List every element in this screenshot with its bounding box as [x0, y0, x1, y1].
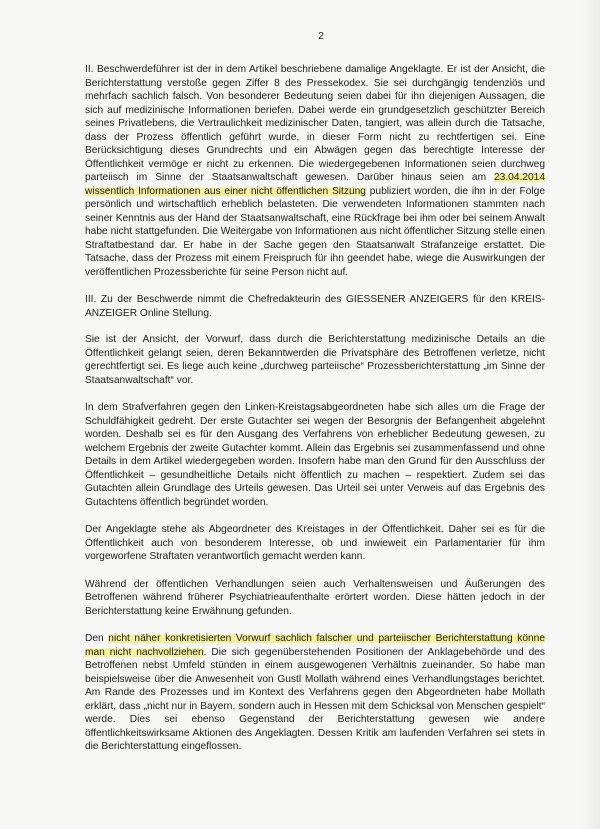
text-segment: III. Zu der Beschwerde nimmt die Chefredakteurin des GIESSENER ANZEIGERS für den KREIS-ANZEIGER Online Stellung. [85, 294, 545, 319]
paragraph-verhandlungen [85, 578, 545, 619]
text-segment: publiziert worden, die ihn in der Folge persönlich und wirtschaftlich erheblich belasteten. Die verwendeten Informationen stammten nach seiner Kenntnis aus der Hand der Staatsanwaltschaft, eine Rückfrage bei ihm oder bei seinem Anwalt habe nicht stattgefunden. Die Weitergabe von Informationen aus nicht öffentlicher Sitzung stelle einen Straftatbestand dar. Er habe in der Sache gegen den Staatsanwalt Strafanzeige erstattet. Die Tatsache, dass der Prozess mit einem Freispruch für ihn geendet habe, wiege die Auswirkungen der veröffentlichen Prozessberichte für seine Person nicht auf. [85, 185, 545, 278]
highlighted-text: 23.04.2014 wissentlich Informationen aus einer nicht öffentlichen Sitzung [85, 172, 545, 197]
text-segment: II. Beschwerdeführer ist der in dem Artikel beschriebene damalige Angeklagte. Er ist der Ansicht, die Berichterstattung verstoße gegen Ziffer 8 des Pressekodex. Sie sei durchgängig tendenziös und mehrfach sachlich falsch. Von besonderer Bedeutung seien dabei für ihn diejenigen Aussagen, die sich auf medizinische Informationen beriefen. Dabei werde ein grundgesetzlich geschützter Bereich seines Privatlebens, die Vertraulichkeit medizinischer Daten, tangiert, was allein durch die Tatsache, dass der Prozess öffentlich geführt wurde, in dieser Form nicht zu rechtfertigen sei. Eine Berücksichtigung dieses Grundrechts und ein Abwägen gegen das berechtigte Interesse der Öffentlichkeit vermöge er nicht zu erkennen. Die wiedergegebenen Informationen seien durchweg parteiisch im Sinne der Staatsanwaltschaft gewesen. Darüber hinaus seien am [85, 64, 545, 183]
text-segment: Sie ist der Ansicht, der Vorwurf, dass durch die Berichterstattung medizinische Details an die Öffentlichkeit gelangt seien, deren Bekanntwerden die Privatsphäre des Betroffenen verletze, nicht gerechtfertigt sei. Es liege auch keine „durchweg parteiische“ Prozessberichterstattung „im Sinne der Staatsanwaltschaft“ vor. [85, 334, 545, 386]
paragraph-stellungnahme [85, 293, 545, 320]
page-number: 2 [318, 30, 324, 42]
text-segment: Während der öffentlichen Verhandlungen seien auch Verhaltensweisen und Äußerungen des Betroffenen während früherer Psychiatrieaufenthalte erörtert worden. Diese hätten jedoch in der Berichterstattung keine Erwähnung gefunden. [85, 578, 545, 617]
paragraph-vorwurf [85, 632, 545, 754]
paragraph-strafverfahren [85, 401, 545, 509]
paragraph-abgeordneter [85, 523, 545, 564]
text-segment: Der Angeklagte stehe als Abgeordneter des Kreistages in der Öffentlichkeit. Daher sei es für die Öffentlichkeit auch von besonderem Interesse, ob und inwieweit ein Parlamentarier für ihm vorgeworfene Straftaten verantwortlich gemacht werden kann. [85, 524, 545, 562]
text-segment: In dem Strafverfahren gegen den Linken-Kreistagsabgeordneten habe sich alles um die Frage der Schuldfähigkeit gedreht. Der erste Gutachter sei wegen der Besorgnis der Befangenheit abgelehnt worden. Deshalb sei es für den Ausgang des Verfahrens von erheblicher Bedeutung gewesen, zu welchem Ergebnis der zweite Gutachter kommt. Allein das Ergebnis sei zusammenfassend und ohne Details in dem Artikel wiedergegeben worden. Insofern habe man den Grund für den Ausschluss der Öffentlichkeit – gesundheitliche Details nicht öffentlich zu machen – respektiert. Zudem sei das Gutachten allein Grundlage des Urteils gewesen. Das Urteil sei unter Verweis auf das Ergebnis des Gutachtens öffentlich begründet worden. [85, 402, 545, 508]
paragraph-beschwerdefuehrer [85, 63, 545, 279]
paragraph-ansicht [85, 333, 545, 387]
highlighted-text: nicht näher konkretisierten Vorwurf sachlich falscher und parteiischer Berichterstattung könne man nicht nachvollziehen [85, 633, 545, 658]
text-segment: . Die sich gegenüberstehenden Positionen der Anklagebehörde und des Betroffenen nebst Umfeld stünden in einem ausgewogenen Verhältnis zueinander. So habe man beispielsweise über die Anwesenheit von Gustl Mollath während eines Verhandlungstages berichtet. Am Rande des Prozesses und im Kontext des Verfahrens gegen den Abgeordneten habe Mollath erklärt, dass „nicht nur in Bayern, sondern auch in Hessen mit dem Schicksal von Menschen gespielt“ werde. Dies sei ebenso Gegenstand der Berichterstattung gewesen wie andere öffentlichkeitswirksame Aktionen des Angeklagten. Dessen Kritik am laufenden Verfahren sei stets in die Berichterstattung eingeflossen. [85, 646, 545, 752]
text-segment: Den [85, 633, 109, 644]
